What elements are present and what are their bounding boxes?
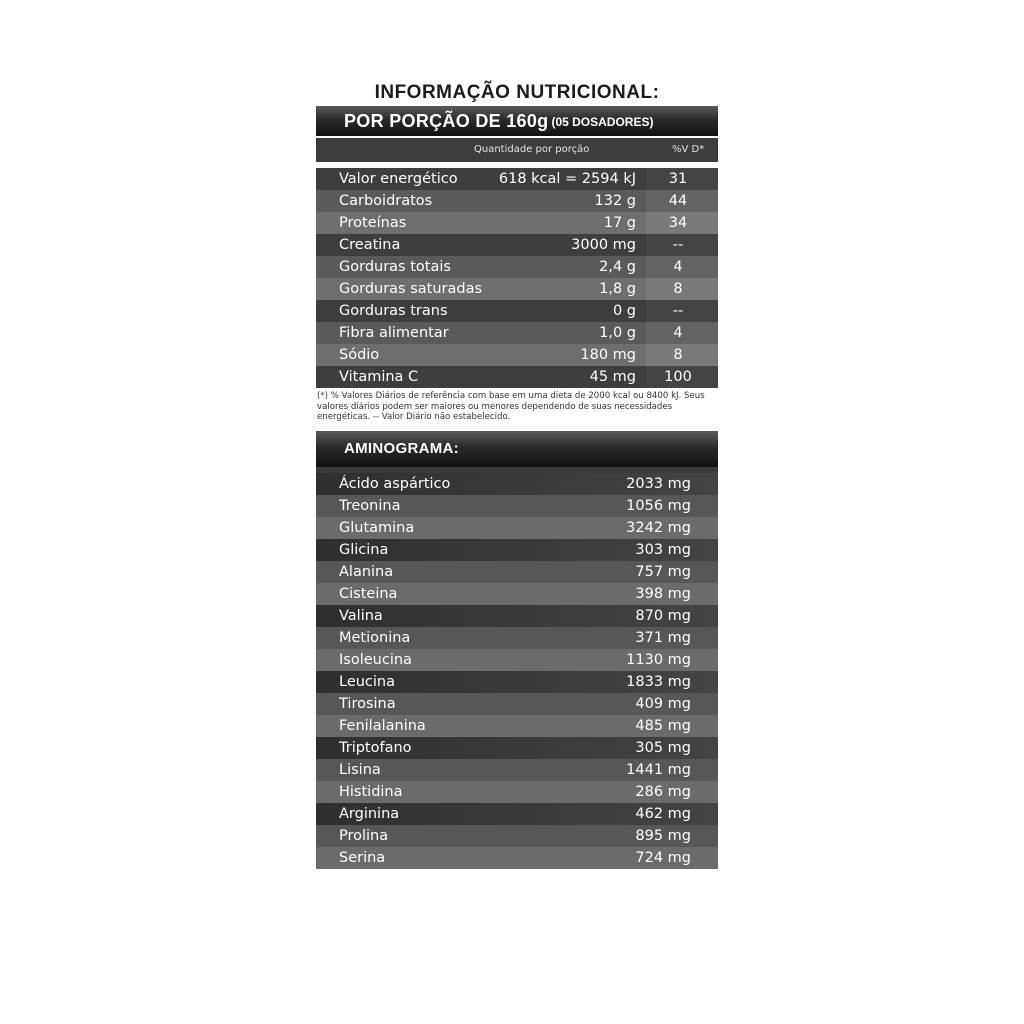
nutrient-name: Creatina (339, 237, 401, 253)
amino-row (316, 847, 718, 869)
aminogram-table (316, 467, 718, 869)
amino-name: Triptofano (339, 739, 412, 756)
nutrition-row (316, 168, 718, 190)
amino-amount: 485 mg (635, 717, 691, 734)
footnote: (*) % Valores Diários de referência com base em uma dieta de 2000 kcal ou 8400 kJ. Seus valores diários podem ser maiores ou menores dependendo de suas necessidades energéticas. -- Valor Diário não estabelecido. (317, 391, 705, 422)
amino-name: Serina (339, 849, 386, 866)
amino-row (316, 583, 718, 605)
amino-row (316, 781, 718, 803)
nutrition-row (316, 300, 718, 322)
amino-amount: 870 mg (635, 607, 691, 624)
nutrient-amount: 1,8 g (599, 281, 636, 297)
nutrient-vd: 8 (673, 281, 683, 297)
column-vd: %V D* (672, 144, 705, 155)
amino-row (316, 561, 718, 583)
nutrient-name: Gorduras saturadas (339, 281, 483, 297)
amino-amount: 1833 mg (626, 673, 691, 690)
column-header (316, 138, 718, 162)
amino-amount: 398 mg (635, 585, 691, 602)
amino-name: Arginina (339, 805, 400, 822)
nutrition-table (316, 168, 718, 388)
nutrient-amount: 0 g (612, 303, 636, 319)
amino-name: Treonina (339, 497, 401, 514)
amino-row (316, 517, 718, 539)
nutrient-vd: 4 (673, 325, 683, 341)
nutrient-amount: 2,4 g (599, 259, 636, 275)
aminogram-title: AMINOGRAMA: (344, 440, 459, 457)
amino-row (316, 539, 718, 561)
nutrient-amount: 3000 mg (571, 237, 636, 253)
amino-row (316, 759, 718, 781)
nutrient-amount: 45 mg (589, 369, 636, 385)
amino-row (316, 825, 718, 847)
amino-row (316, 605, 718, 627)
nutrient-amount: 180 mg (580, 347, 636, 363)
amino-amount: 462 mg (635, 805, 691, 822)
nutrient-name: Valor energético (339, 171, 458, 187)
portion-sub: (05 DOSADORES) (551, 115, 654, 129)
nutrient-name: Vitamina C (339, 369, 419, 385)
nutrition-row (316, 322, 718, 344)
nutrition-row (316, 256, 718, 278)
nutrient-amount: 1,0 g (599, 325, 636, 341)
nutrient-name: Sódio (339, 347, 380, 363)
amino-amount: 3242 mg (626, 519, 691, 536)
amino-name: Ácido aspártico (339, 475, 451, 492)
amino-amount: 2033 mg (626, 475, 691, 492)
amino-amount: 1056 mg (626, 497, 691, 514)
amino-amount: 303 mg (635, 541, 691, 558)
nutrition-row (316, 234, 718, 256)
nutrient-vd: 8 (673, 347, 683, 363)
nutrient-name: Gorduras trans (339, 303, 448, 319)
nutrient-vd: 44 (668, 193, 688, 209)
nutrient-vd: -- (672, 237, 684, 253)
amino-row (316, 495, 718, 517)
amino-name: Lisina (339, 761, 381, 778)
nutrient-vd: 34 (668, 215, 688, 231)
portion-main: POR PORÇÃO DE 160g (344, 110, 549, 131)
nutrient-vd: 31 (668, 171, 688, 187)
amino-amount: 895 mg (635, 827, 691, 844)
nutrient-name: Carboidratos (339, 193, 433, 209)
amino-row (316, 693, 718, 715)
amino-row (316, 715, 718, 737)
amino-amount: 305 mg (635, 739, 691, 756)
amino-amount: 757 mg (635, 563, 691, 580)
nutrition-row (316, 212, 718, 234)
nutrient-name: Gorduras totais (339, 259, 451, 275)
amino-name: Glutamina (339, 519, 415, 536)
amino-name: Cisteina (339, 585, 398, 602)
nutrient-vd: 4 (673, 259, 683, 275)
nutrient-name: Proteínas (339, 215, 407, 231)
amino-amount: 1441 mg (626, 761, 691, 778)
nutrient-amount: 132 g (594, 193, 636, 209)
amino-name: Fenilalanina (339, 717, 426, 734)
nutrient-name: Fibra alimentar (339, 325, 449, 341)
nutrition-row (316, 190, 718, 212)
amino-amount: 724 mg (635, 849, 691, 866)
nutrition-row (316, 366, 718, 388)
nutrient-vd: 100 (664, 369, 692, 385)
amino-row (316, 627, 718, 649)
amino-name: Alanina (339, 563, 394, 580)
aminogram-header (316, 431, 718, 467)
amino-row (316, 649, 718, 671)
amino-row (316, 473, 718, 495)
amino-amount: 409 mg (635, 695, 691, 712)
nutrition-row (316, 344, 718, 366)
amino-name: Histidina (339, 783, 403, 800)
panel-title: INFORMAÇÃO NUTRICIONAL: (374, 82, 660, 103)
amino-amount: 286 mg (635, 783, 691, 800)
amino-name: Tirosina (339, 695, 396, 712)
amino-amount: 1130 mg (626, 651, 691, 668)
amino-name: Leucina (339, 673, 396, 690)
portion-header (316, 106, 718, 136)
amino-row (316, 671, 718, 693)
nutrition-row (316, 278, 718, 300)
amino-name: Valina (339, 607, 383, 624)
amino-name: Prolina (339, 827, 389, 844)
nutrient-amount: 618 kcal = 2594 kJ (498, 171, 636, 187)
column-quantity: Quantidade por porção (474, 144, 590, 155)
amino-name: Glicina (339, 541, 389, 558)
amino-amount: 371 mg (635, 629, 691, 646)
amino-row (316, 737, 718, 759)
amino-row (316, 803, 718, 825)
amino-name: Metionina (339, 629, 411, 646)
nutrition-panel (316, 80, 718, 869)
nutrient-vd: -- (672, 303, 684, 319)
nutrient-amount: 17 g (603, 215, 636, 231)
amino-name: Isoleucina (339, 651, 412, 668)
